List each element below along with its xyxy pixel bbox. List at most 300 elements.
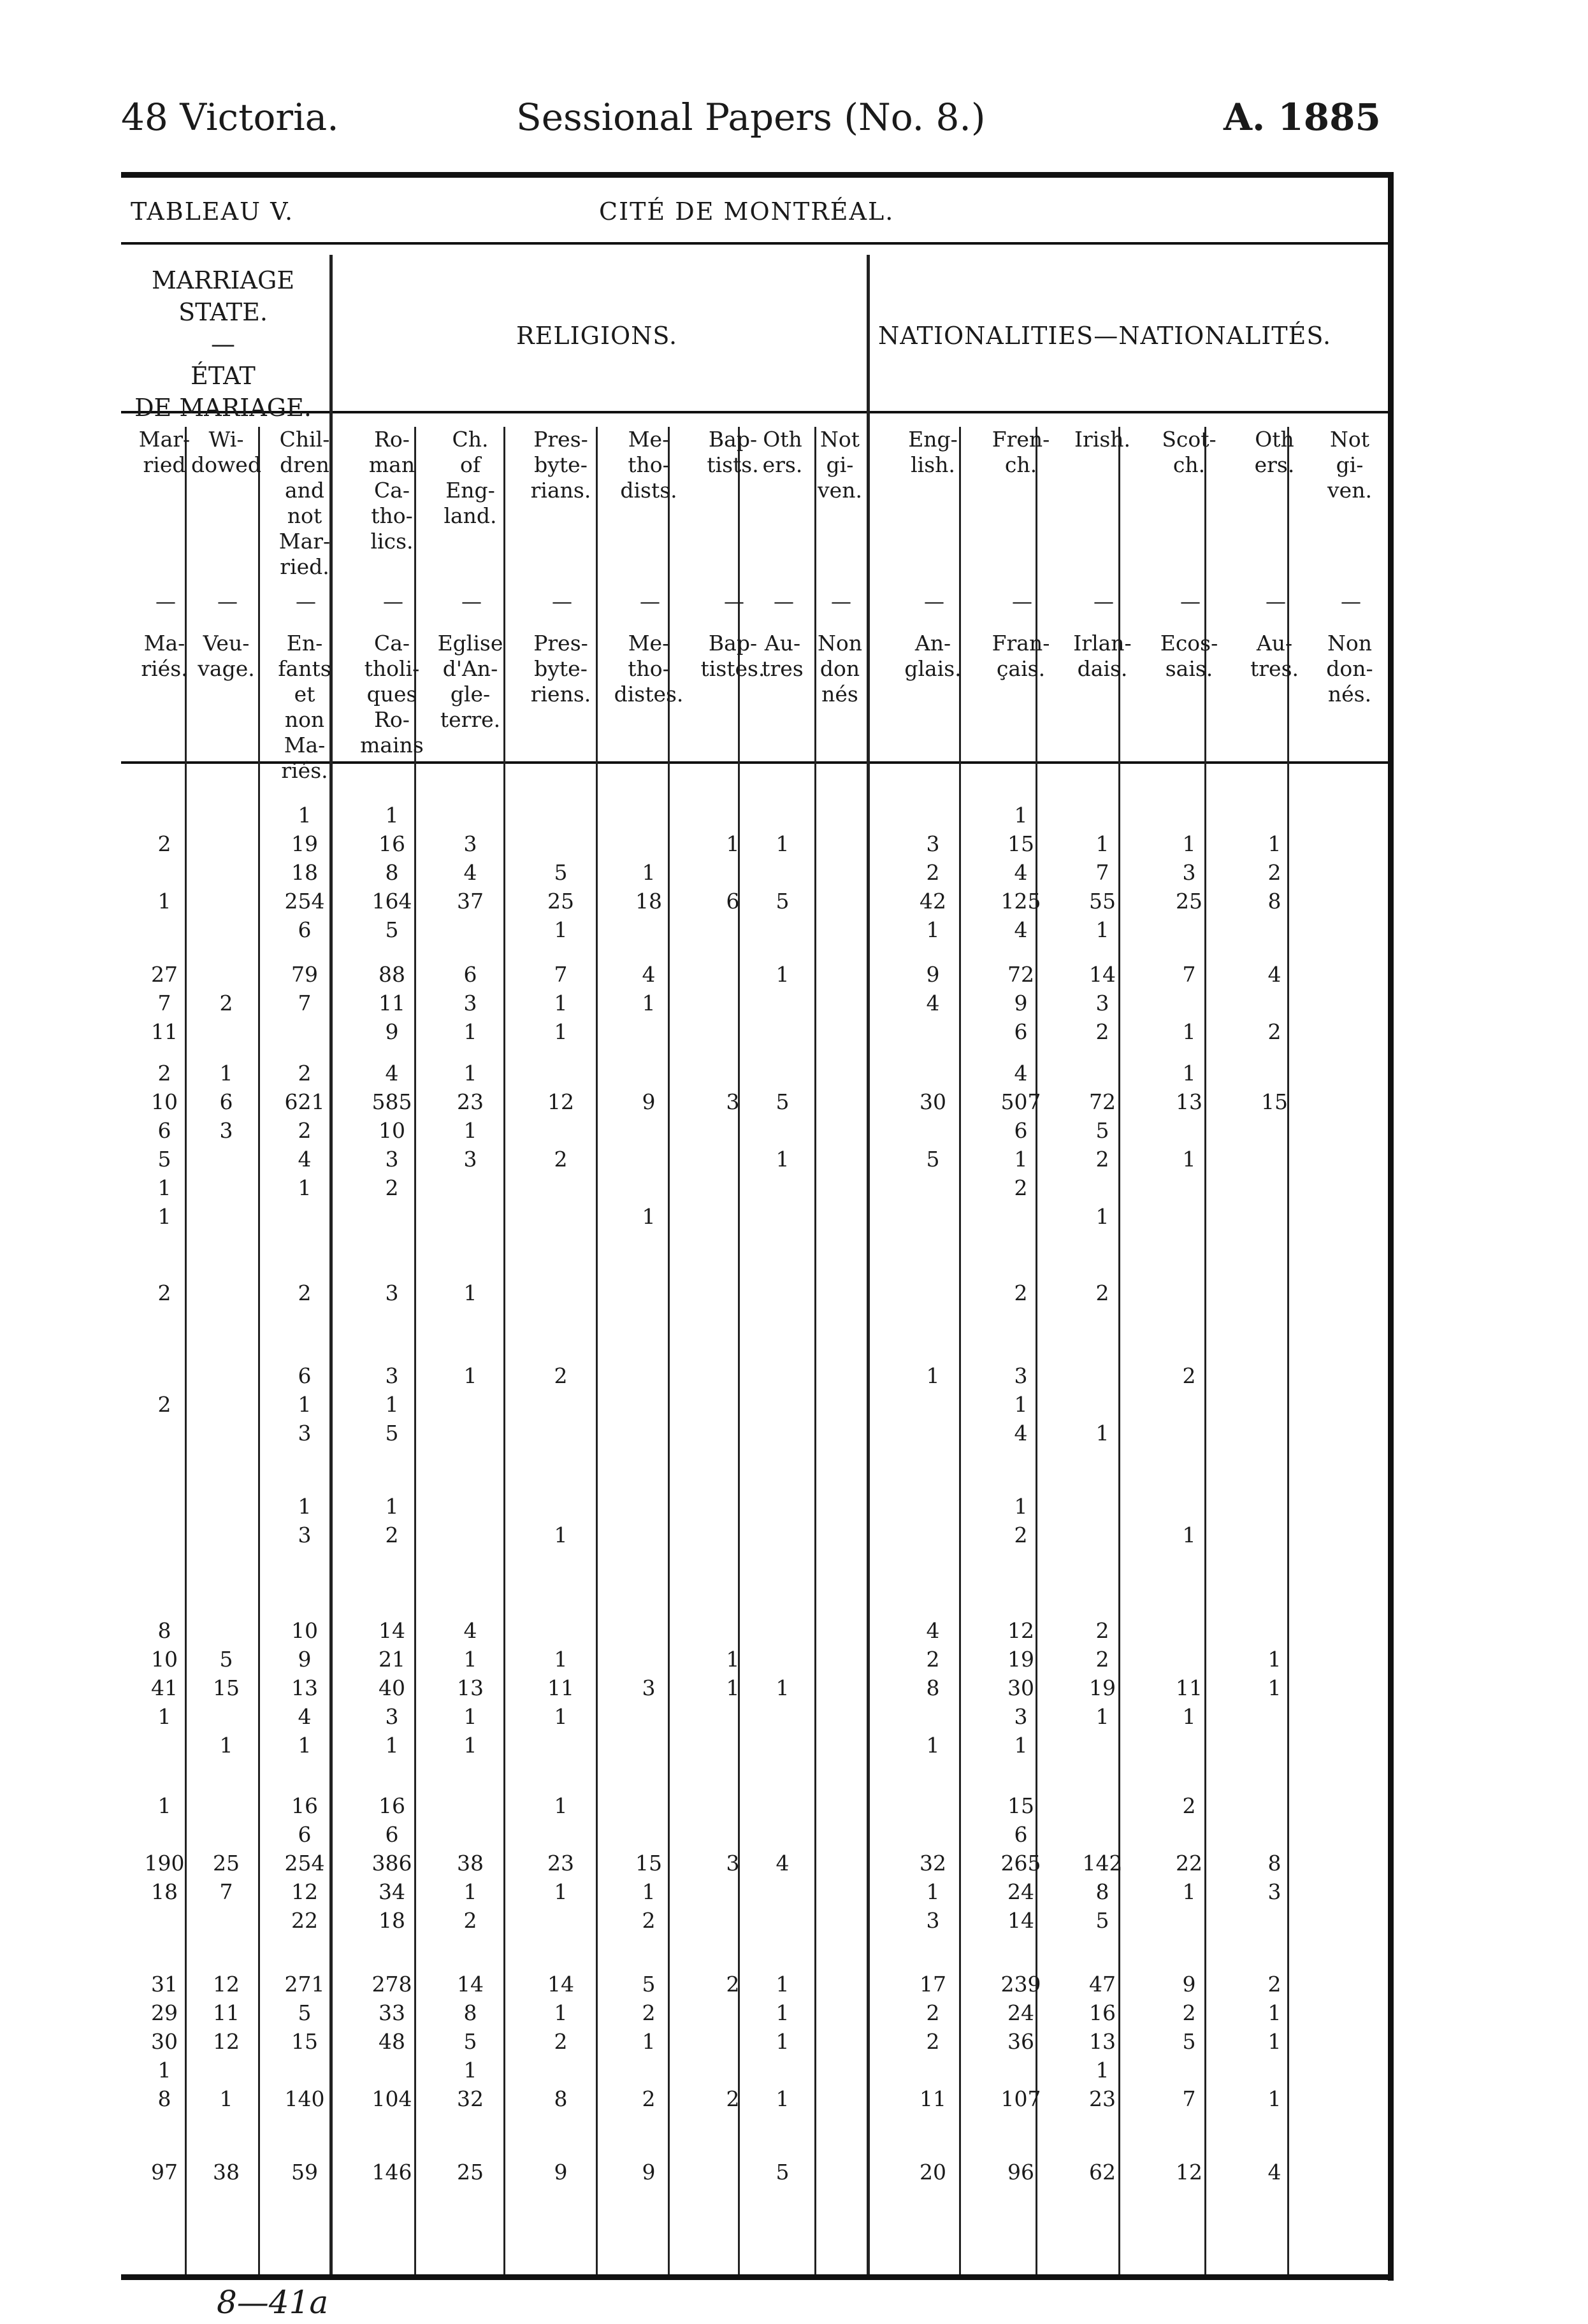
table-cell: 1 [157, 1704, 171, 1729]
table-cell: 265 [1000, 1851, 1041, 1876]
page-header-left: 48 Victoria. [121, 96, 339, 139]
table-cell: 2 [157, 1280, 171, 1305]
column-header-dash: — [1341, 589, 1361, 613]
column-divider [185, 427, 187, 2274]
table-cell: 1 [1267, 2000, 1281, 2025]
table-cell: 1 [642, 991, 656, 1015]
table-cell: 24 [1007, 2000, 1034, 2025]
table-cell: 12 [291, 1879, 318, 1904]
table-cell: 3 [726, 1851, 740, 1876]
table-cell: 2 [298, 1118, 312, 1143]
table-cell: 42 [920, 889, 946, 914]
table-cell: 32 [920, 1851, 946, 1876]
table-cell: 1 [776, 2000, 790, 2025]
table-cell: 1 [463, 1019, 477, 1044]
table-cell: 14 [1089, 962, 1116, 987]
table-cell: 11 [920, 2086, 946, 2111]
column-header-dash: — [1094, 589, 1114, 613]
table-cell: 7 [219, 1879, 233, 1904]
table-cell: 6 [298, 917, 312, 942]
table-cell: 1 [926, 1879, 940, 1904]
table-cell: 41 [151, 1675, 178, 1700]
marriage-state-line: MARRIAGE [151, 266, 295, 294]
table-cell: 585 [372, 1089, 412, 1114]
table-cell: 3 [385, 1147, 399, 1172]
table-cell: 1 [926, 917, 940, 942]
table-cell: 72 [1089, 1089, 1116, 1114]
table-cell: 1 [1267, 2086, 1281, 2111]
table-cell: 1 [642, 1879, 656, 1904]
table-cell: 6 [1014, 1822, 1028, 1847]
table-cell: 1 [157, 1204, 171, 1229]
table-cell: 104 [372, 2086, 412, 2111]
column-divider [1287, 427, 1289, 2274]
table-cell: 2 [1095, 1647, 1109, 1672]
table-cell: 34 [379, 1879, 405, 1904]
table-cell: 6 [298, 1363, 312, 1388]
table-cell: 2 [642, 1908, 656, 1933]
table-cell: 13 [1176, 1089, 1202, 1114]
table-cell: 1 [463, 1733, 477, 1758]
table-cell: 1 [642, 860, 656, 885]
table-cell: 1 [554, 1704, 568, 1729]
table-cell: 32 [457, 2086, 484, 2111]
table-cell: 386 [372, 1851, 412, 1876]
table-cell: 19 [1007, 1647, 1034, 1672]
table-cell: 2 [1095, 1618, 1109, 1643]
table-cell: 6 [298, 1822, 312, 1847]
table-cell: 4 [1014, 917, 1028, 942]
table-cell: 8 [1095, 1879, 1109, 1904]
table-cell: 1 [298, 1392, 312, 1417]
table-cell: 9 [1014, 991, 1028, 1015]
column-divider [1118, 427, 1120, 2274]
table-cell: 3 [926, 1908, 940, 1933]
table-cell: 1 [385, 1494, 399, 1519]
table-city: CITÉ DE MONTRÉAL. [599, 197, 895, 226]
page-header-year: A. 1885 [1223, 96, 1381, 139]
table-cell: 1 [1014, 1147, 1028, 1172]
table-cell: 15 [1007, 1793, 1034, 1818]
table-cell: 62 [1089, 2160, 1116, 2184]
table-cell: 14 [379, 1618, 405, 1643]
table-cell: 6 [219, 1089, 233, 1114]
table-cell: 17 [920, 1972, 946, 1997]
table-cell: 1 [1014, 1494, 1028, 1519]
table-cell: 3 [463, 831, 477, 856]
table-cell: 23 [457, 1089, 484, 1114]
table-cell: 1 [463, 1061, 477, 1086]
table-cell: 5 [1182, 2029, 1196, 2054]
table-cell: 1 [298, 1733, 312, 1758]
table-cell: 14 [457, 1972, 484, 1997]
table-cell: 6 [1014, 1019, 1028, 1044]
table-cell: 3 [463, 991, 477, 1015]
table-cell: 6 [1014, 1118, 1028, 1143]
table-cell: 2 [298, 1061, 312, 1086]
title-rule [121, 242, 1389, 245]
table-cell: 19 [1089, 1675, 1116, 1700]
table-cell: 10 [291, 1618, 318, 1643]
table-cell: 12 [547, 1089, 574, 1114]
table-cell: 37 [457, 889, 484, 914]
table-cell: 25 [547, 889, 574, 914]
table-cell: 16 [379, 1793, 405, 1818]
table-cell: 88 [379, 962, 405, 987]
marriage-state-line: — [211, 330, 235, 358]
table-cell: 8 [463, 2000, 477, 2025]
table-cell: 6 [463, 962, 477, 987]
table-cell: 1 [1182, 1704, 1196, 1729]
table-cell: 40 [379, 1675, 405, 1700]
column-header-dash: — [461, 589, 482, 613]
table-cell: 2 [726, 2086, 740, 2111]
table-cell: 5 [298, 2000, 312, 2025]
table-cell: 1 [157, 1175, 171, 1200]
column-header-dash: — [1180, 589, 1201, 613]
table-cell: 3 [298, 1421, 312, 1445]
table-cell: 621 [284, 1089, 325, 1114]
column-header-nationality-not-given: Not gi- ven. [1327, 427, 1372, 503]
table-cell: 13 [457, 1675, 484, 1700]
table-cell: 16 [1089, 2000, 1116, 2025]
table-cell: 30 [1007, 1675, 1034, 1700]
table-cell: 2 [1182, 2000, 1196, 2025]
table-cell: 1 [1014, 1733, 1028, 1758]
column-header-methodists: Me- tho- dists. [620, 427, 677, 503]
column-header-fr-irish: Irlan- dais. [1073, 631, 1132, 681]
table-cell: 5 [1095, 1118, 1109, 1143]
table-cell: 38 [457, 1851, 484, 1876]
table-cell: 1 [1182, 1061, 1196, 1086]
table-cell: 1 [1095, 2058, 1109, 2083]
table-cell: 15 [291, 2029, 318, 2054]
table-cell: 3 [298, 1523, 312, 1547]
column-header-dash: — [296, 589, 316, 613]
table-cell: 5 [776, 889, 790, 914]
column-header-widowed: Wi- dowed [191, 427, 261, 477]
table-cell: 24 [1007, 1879, 1034, 1904]
table-cell: 140 [284, 2086, 325, 2111]
table-cell: 7 [298, 991, 312, 1015]
table-cell: 5 [157, 1147, 171, 1172]
table-cell: 9 [298, 1647, 312, 1672]
table-cell: 23 [547, 1851, 574, 1876]
marriage-state-header [127, 264, 319, 424]
table-bottom-rule [121, 2274, 1394, 2280]
column-divider [1204, 427, 1206, 2274]
table-cell: 19 [291, 831, 318, 856]
table-cell: 23 [1089, 2086, 1116, 2111]
table-cell: 1 [1267, 1647, 1281, 1672]
table-cell: 11 [151, 1019, 178, 1044]
table-cell: 2 [219, 991, 233, 1015]
table-cell: 4 [1014, 860, 1028, 885]
column-header-baptists: Bap- tists. [707, 427, 759, 477]
table-cell: 2 [1014, 1523, 1028, 1547]
table-cell: 18 [291, 860, 318, 885]
table-cell: 7 [1182, 962, 1196, 987]
table-cell: 5 [554, 860, 568, 885]
table-cell: 4 [1014, 1421, 1028, 1445]
table-cell: 27 [151, 962, 178, 987]
table-cell: 1 [1095, 1704, 1109, 1729]
table-cell: 2 [926, 2000, 940, 2025]
table-cell: 1 [463, 2058, 477, 2083]
column-header-fr-nationality-others: Au- tres. [1250, 631, 1299, 681]
column-header-fr-children-not-married: En- fants et non Ma- riés. [278, 631, 331, 783]
table-cell: 15 [213, 1675, 240, 1700]
column-header-dash: — [383, 589, 403, 613]
table-cell: 1 [1095, 1421, 1109, 1445]
column-header-religion-not-given: Not gi- ven. [818, 427, 862, 503]
column-header-scotch: Scot- ch. [1162, 427, 1216, 477]
table-cell: 18 [379, 1908, 405, 1933]
column-header-fr-married: Ma- riés. [141, 631, 188, 681]
table-cell: 2 [642, 2000, 656, 2025]
table-cell: 9 [642, 2160, 656, 2184]
table-cell: 3 [726, 1089, 740, 1114]
table-cell: 1 [554, 1879, 568, 1904]
table-cell: 254 [284, 1851, 325, 1876]
table-cell: 10 [151, 1647, 178, 1672]
table-cell: 14 [547, 1972, 574, 1997]
table-cell: 13 [1089, 2029, 1116, 2054]
table-cell: 30 [151, 2029, 178, 2054]
table-cell: 3 [463, 1147, 477, 1172]
table-cell: 8 [157, 1618, 171, 1643]
table-cell: 2 [157, 1061, 171, 1086]
column-header-dash: — [831, 589, 851, 613]
table-cell: 22 [291, 1908, 318, 1933]
table-cell: 1 [157, 2058, 171, 2083]
table-cell: 25 [213, 1851, 240, 1876]
table-cell: 5 [776, 1089, 790, 1114]
nationalities-group-header: NATIONALITIES—NATIONALITÉS. [878, 322, 1332, 350]
table-cell: 164 [372, 889, 412, 914]
column-header-dash: — [724, 589, 744, 613]
table-cell: 1 [726, 1675, 740, 1700]
table-cell: 142 [1082, 1851, 1123, 1876]
table-cell: 3 [219, 1118, 233, 1143]
column-header-fr-methodists: Me- tho- distes. [614, 631, 684, 707]
table-cell: 4 [926, 991, 940, 1015]
table-cell: 4 [1014, 1061, 1028, 1086]
table-cell: 1 [776, 2086, 790, 2111]
table-cell: 4 [926, 1618, 940, 1643]
table-cell: 1 [776, 2029, 790, 2054]
column-header-fr-baptists: Bap- tistes. [700, 631, 765, 681]
column-header-church-of-england: Ch. of Eng- land. [444, 427, 497, 528]
table-cell: 1 [1095, 917, 1109, 942]
table-cell: 2 [554, 2029, 568, 2054]
table-cell: 1 [385, 1392, 399, 1417]
table-cell: 10 [151, 1089, 178, 1114]
column-header-dash: — [217, 589, 238, 613]
table-cell: 2 [463, 1908, 477, 1933]
table-cell: 1 [463, 1363, 477, 1388]
table-cell: 9 [385, 1019, 399, 1044]
table-cell: 12 [1176, 2160, 1202, 2184]
table-cell: 1 [463, 1647, 477, 1672]
table-cell: 1 [385, 803, 399, 828]
table-cell: 1 [726, 831, 740, 856]
table-cell: 1 [463, 1879, 477, 1904]
table-cell: 3 [1095, 991, 1109, 1015]
table-cell: 2 [1182, 1363, 1196, 1388]
table-cell: 2 [157, 1392, 171, 1417]
column-header-irish: Irish. [1074, 427, 1131, 452]
table-cell: 146 [372, 2160, 412, 2184]
table-cell: 15 [635, 1851, 662, 1876]
table-cell: 4 [385, 1061, 399, 1086]
table-cell: 239 [1000, 1972, 1041, 1997]
column-header-dash: — [1266, 589, 1286, 613]
table-cell: 3 [1014, 1704, 1028, 1729]
table-cell: 2 [926, 860, 940, 885]
table-cell: 1 [298, 1494, 312, 1519]
column-header-fr-english: An- glais. [904, 631, 962, 681]
table-cell: 271 [284, 1972, 325, 1997]
column-divider [258, 427, 260, 2274]
table-cell: 16 [291, 1793, 318, 1818]
table-cell: 3 [1267, 1879, 1281, 1904]
column-header-dash: — [640, 589, 660, 613]
table-cell: 2 [1267, 1019, 1281, 1044]
table-cell: 11 [547, 1675, 574, 1700]
table-cell: 1 [219, 1733, 233, 1758]
table-cell: 29 [151, 2000, 178, 2025]
table-cell: 3 [1014, 1363, 1028, 1388]
column-header-fr-church-of-england: Eglise d'An- gle- terre. [437, 631, 503, 732]
table-cell: 1 [554, 1793, 568, 1818]
table-cell: 55 [1089, 889, 1116, 914]
table-cell: 59 [291, 2160, 318, 2184]
table-cell: 38 [213, 2160, 240, 2184]
column-divider [1036, 427, 1037, 2274]
column-header-fr-nationality-not-given: Non don- nés. [1326, 631, 1373, 707]
column-header-english: Eng- lish. [908, 427, 958, 477]
table-cell: 1 [1182, 1147, 1196, 1172]
table-cell: 4 [776, 1851, 790, 1876]
table-cell: 1 [642, 1204, 656, 1229]
table-cell: 2 [1267, 860, 1281, 885]
page-footer: 8—41a [217, 2284, 329, 2321]
table-cell: 7 [1095, 860, 1109, 885]
table-cell: 4 [1267, 2160, 1281, 2184]
table-cell: 5 [1095, 1908, 1109, 1933]
table-cell: 1 [776, 1147, 790, 1172]
table-cell: 1 [463, 1280, 477, 1305]
table-cell: 1 [1267, 2029, 1281, 2054]
marriage-state-line: ÉTAT [191, 362, 256, 390]
table-cell: 22 [1176, 1851, 1202, 1876]
table-cell: 3 [926, 831, 940, 856]
table-cell: 9 [926, 962, 940, 987]
table-cell: 7 [1182, 2086, 1196, 2111]
table-cell: 2 [298, 1280, 312, 1305]
column-header-roman-catholics: Ro- man Ca- tho- lics. [368, 427, 415, 554]
column-header-children-not-married: Chil- dren and not Mar- ried. [278, 427, 331, 579]
table-cell: 4 [298, 1704, 312, 1729]
table-cell: 1 [926, 1363, 940, 1388]
table-cell: 1 [1095, 1204, 1109, 1229]
table-cell: 11 [379, 991, 405, 1015]
table-cell: 1 [1014, 1392, 1028, 1417]
table-cell: 1 [554, 991, 568, 1015]
table-cell: 2 [554, 1363, 568, 1388]
table-cell: 4 [642, 962, 656, 987]
table-cell: 1 [1014, 803, 1028, 828]
table-cell: 5 [926, 1147, 940, 1172]
table-cell: 2 [1014, 1175, 1028, 1200]
marriage-state-line: DE MARIAGE. [134, 394, 312, 422]
table-cell: 15 [1007, 831, 1034, 856]
table-cell: 254 [284, 889, 325, 914]
table-cell: 5 [642, 1972, 656, 1997]
table-cell: 1 [157, 889, 171, 914]
table-cell: 3 [1182, 860, 1196, 885]
table-cell: 1 [554, 1647, 568, 1672]
table-cell: 2 [1014, 1280, 1028, 1305]
table-right-rule [1388, 172, 1394, 2281]
table-cell: 3 [385, 1363, 399, 1388]
table-cell: 1 [1182, 1019, 1196, 1044]
table-cell: 4 [463, 860, 477, 885]
table-top-rule [121, 172, 1389, 178]
table-cell: 1 [776, 962, 790, 987]
table-cell: 1 [554, 2000, 568, 2025]
table-cell: 2 [385, 1523, 399, 1547]
table-cell: 1 [463, 1704, 477, 1729]
table-cell: 31 [151, 1972, 178, 1997]
table-cell: 20 [920, 2160, 946, 2184]
table-cell: 1 [776, 831, 790, 856]
table-cell: 21 [379, 1647, 405, 1672]
column-header-dash: — [924, 589, 944, 613]
table-cell: 1 [1267, 1675, 1281, 1700]
column-header-fr-french: Fran- çais. [992, 631, 1050, 681]
table-cell: 1 [642, 2029, 656, 2054]
column-header-dash: — [552, 589, 572, 613]
column-header-fr-presbyterians: Pres- byte- riens. [530, 631, 591, 707]
table-cell: 33 [379, 2000, 405, 2025]
table-cell: 8 [385, 860, 399, 885]
table-cell: 9 [642, 1089, 656, 1114]
table-cell: 1 [554, 917, 568, 942]
table-cell: 2 [926, 2029, 940, 2054]
table-cell: 1 [1182, 1879, 1196, 1904]
table-cell: 11 [213, 2000, 240, 2025]
table-cell: 5 [219, 1647, 233, 1672]
table-cell: 97 [151, 2160, 178, 2184]
table-cell: 1 [298, 1175, 312, 1200]
table-cell: 1 [1182, 831, 1196, 856]
table-cell: 7 [554, 962, 568, 987]
table-cell: 48 [379, 2029, 405, 2054]
table-cell: 1 [298, 803, 312, 828]
column-header-fr-religion-not-given: Non don nés [818, 631, 862, 707]
table-cell: 1 [1182, 1523, 1196, 1547]
table-cell: 2 [157, 831, 171, 856]
table-cell: 12 [213, 1972, 240, 1997]
table-cell: 30 [920, 1089, 946, 1114]
column-header-fr-roman-catholics: Ca- tholi- ques Ro- mains [360, 631, 424, 757]
religion-nationality-divider [867, 255, 870, 2274]
table-cell: 25 [1176, 889, 1202, 914]
table-cell: 3 [642, 1675, 656, 1700]
table-cell: 1 [463, 1118, 477, 1143]
